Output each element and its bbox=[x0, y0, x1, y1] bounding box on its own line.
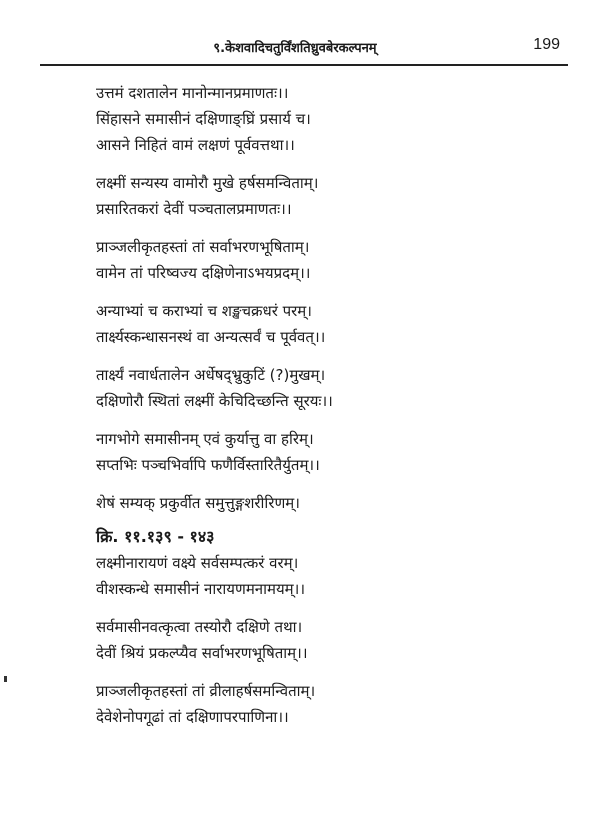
verse-line: प्राञ्जलीकृतहस्तां तां सर्वाभरणभूषिताम्। bbox=[96, 238, 310, 256]
verse-line: लक्ष्मीं सन्यस्य वामोरौ मुखे हर्षसमन्विताम्। bbox=[96, 174, 319, 192]
verse-line: प्राञ्जलीकृतहस्तां तां व्रीलाहर्षसमन्विताम्। bbox=[96, 682, 316, 700]
verse bbox=[96, 80, 576, 158]
verse-line: शेषं सम्यक् प्रकुर्वीत समुत्तुङ्गशरीरिणम्। bbox=[96, 494, 300, 512]
verse-line: अन्याभ्यां च कराभ्यां च शङ्खचक्रधरं परम्। bbox=[96, 302, 312, 320]
margin-mark bbox=[4, 676, 7, 682]
verse-line: नागभोगे समासीनम् एवं कुर्यात्तु वा हरिम्। bbox=[96, 430, 314, 448]
page-header bbox=[40, 36, 568, 62]
verse-line: उत्तमं दशतालेन मानोन्मानप्रमाणतः।। bbox=[96, 84, 289, 102]
verse-line: सिंहासने समासीनं दक्षिणाङ्घ्रिं प्रसार्य च। bbox=[96, 110, 311, 128]
chapter-title: ९.केशवादिचतुर्विंशतिध्रुवबेरकल्पनम् bbox=[213, 41, 377, 56]
verse bbox=[96, 298, 576, 350]
verse bbox=[96, 490, 576, 516]
verse-line: देवीं श्रियं प्रकल्प्यैव सर्वाभरणभूषिताम्।। bbox=[96, 644, 308, 662]
verse-line: दक्षिणोरौ स्थितां लक्ष्मीं केचिदिच्छन्ति सूरयः।। bbox=[96, 392, 333, 410]
verse-line: सर्वमासीनवत्कृत्वा तस्योरौ दक्षिणे तथा। bbox=[96, 618, 303, 636]
verse bbox=[96, 678, 576, 730]
verse-line: देवेशेनोपगूढां तां दक्षिणापरपाणिना।। bbox=[96, 708, 289, 726]
verse-line: लक्ष्मीनारायणं वक्ष्ये सर्वसम्पत्करं वरम्। bbox=[96, 554, 299, 572]
verse-line: प्रसारितकरां देवीं पञ्चतालप्रमाणतः।। bbox=[96, 200, 292, 218]
verse-line: तार्क्ष्यस्कन्धासनस्थं वा अन्यत्सर्वं च पूर्ववत्।। bbox=[96, 328, 326, 346]
verse-line: तार्क्ष्यं नवार्धतालेन अर्धेषद्भ्रुकुटिं (?)मुखम्। bbox=[96, 366, 326, 384]
verse bbox=[96, 550, 576, 602]
body-text bbox=[96, 80, 576, 742]
verse bbox=[96, 170, 576, 222]
verse bbox=[96, 362, 576, 414]
verse bbox=[96, 614, 576, 666]
source-reference: क्रि. ११.१३९ - १४३ bbox=[96, 527, 215, 546]
verse bbox=[96, 234, 576, 286]
verse-line: सप्तभिः पञ्चभिर्वापि फणैर्विस्तारितैर्युतम्।। bbox=[96, 456, 320, 474]
verse-line: वीशस्कन्धे समासीनं नारायणमनामयम्।। bbox=[96, 580, 306, 598]
header-rule bbox=[40, 64, 568, 66]
verse-line: वामेन तां परिष्वज्य दक्षिणेनाऽभयप्रदम्।। bbox=[96, 264, 311, 282]
verse bbox=[96, 426, 576, 478]
page-number: 199 bbox=[533, 36, 560, 53]
verse-line: आसने निहितं वामं लक्षणं पूर्ववत्तथा।। bbox=[96, 136, 295, 154]
